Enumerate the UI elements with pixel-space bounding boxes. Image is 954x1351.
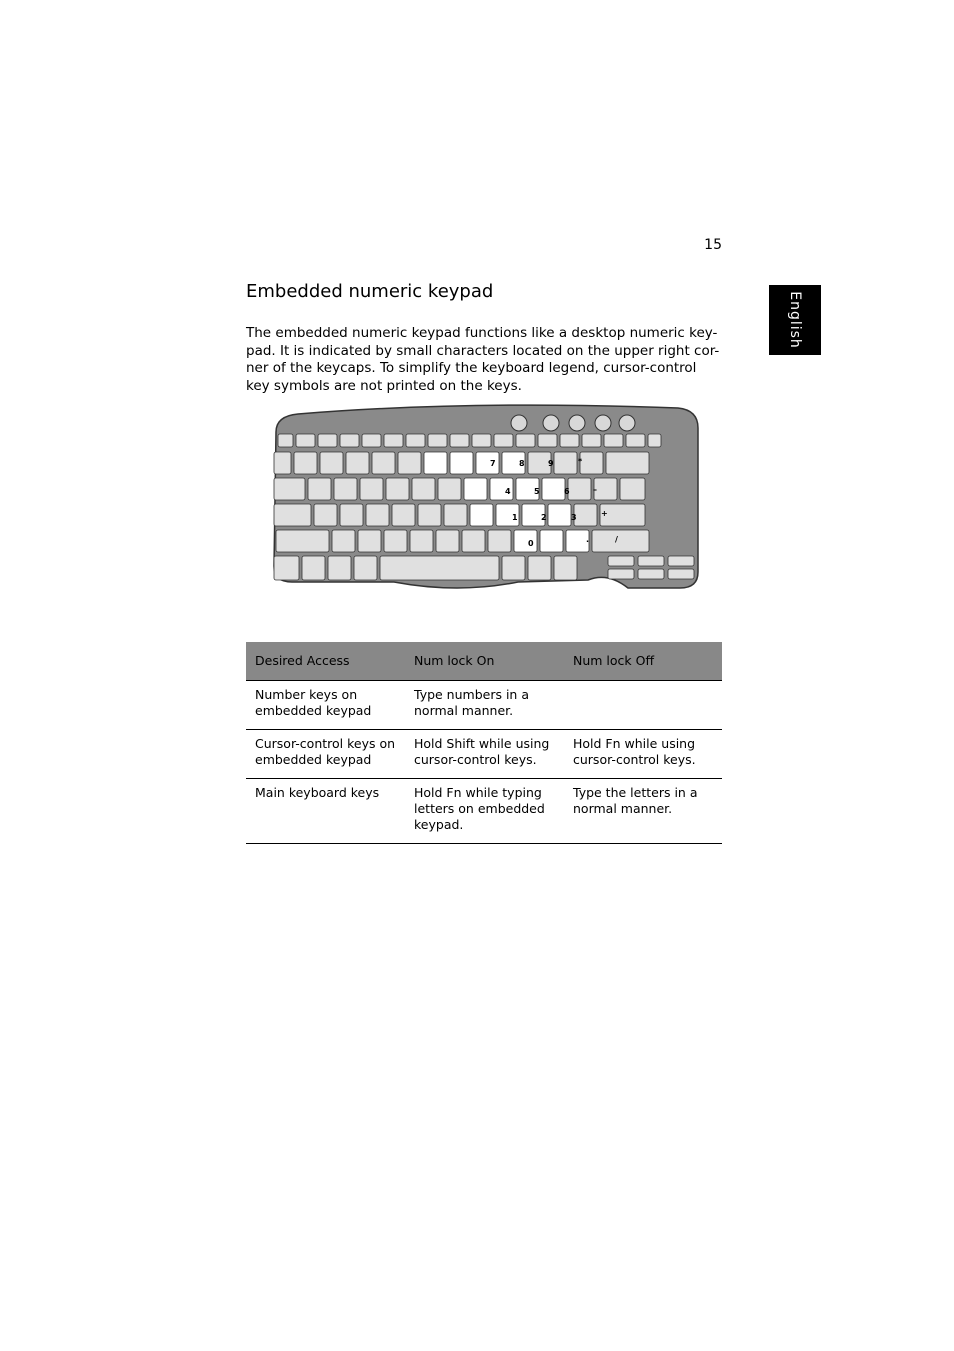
keypad-label: * — [578, 457, 583, 466]
keyboard-key — [582, 434, 601, 447]
keypad-label: 0 — [528, 539, 534, 548]
launch-button — [619, 415, 635, 431]
keyboard-key — [366, 504, 389, 526]
language-tab — [769, 285, 821, 355]
keyboard-key — [538, 434, 557, 447]
header-num-lock-off: Num lock Off — [564, 642, 722, 681]
keyboard-key — [560, 434, 579, 447]
keyboard-key — [346, 452, 369, 474]
language-tab-label: English — [787, 291, 803, 349]
launch-button — [569, 415, 585, 431]
keyboard-key — [274, 478, 305, 500]
keyboard-key — [320, 452, 343, 474]
keyboard-key — [450, 452, 473, 474]
keyboard-key — [554, 556, 577, 580]
cell-num-lock-on: Type numbers in a normal manner. — [405, 681, 564, 730]
keyboard-key — [362, 434, 381, 447]
keyboard-key — [568, 478, 591, 500]
cell-num-lock-on: Hold Shift while using cursor-control keys. — [405, 730, 564, 779]
table-row — [246, 681, 722, 730]
cell-num-lock-on: Hold Fn while typing letters on embedded keypad. — [405, 779, 564, 844]
keyboard-key — [274, 504, 311, 526]
keyboard-key — [296, 434, 315, 447]
launch-button — [511, 415, 527, 431]
keyboard-key — [528, 556, 551, 580]
keyboard-key — [274, 452, 291, 474]
keyboard-key — [638, 569, 664, 579]
keyboard-key — [608, 569, 634, 579]
keyboard-key — [542, 478, 565, 500]
keyboard-key — [318, 434, 337, 447]
keyboard-illustration — [268, 402, 700, 594]
cell-access: Cursor-control keys on embedded keypad — [246, 730, 405, 779]
keyboard-key — [340, 434, 359, 447]
keyboard-key — [594, 478, 617, 500]
keyboard-key — [540, 530, 563, 552]
keyboard-key — [438, 478, 461, 500]
keypad-label: 9 — [548, 459, 554, 468]
launch-button — [595, 415, 611, 431]
keypad-label: / — [615, 535, 618, 544]
table-row — [246, 779, 722, 844]
cell-num-lock-off: Type the letters in a normal manner. — [564, 779, 722, 844]
keyboard-key — [278, 434, 293, 447]
keyboard-key — [340, 504, 363, 526]
keyboard-key — [424, 452, 447, 474]
keypad-label: 8 — [519, 459, 525, 468]
access-table — [246, 642, 722, 844]
keyboard-key — [332, 530, 355, 552]
keyboard-key — [314, 504, 337, 526]
keyboard-key — [358, 530, 381, 552]
keyboard-key — [384, 530, 407, 552]
keypad-label: 3 — [571, 513, 577, 522]
keyboard-key — [488, 530, 511, 552]
keyboard-key — [554, 452, 577, 474]
keyboard-key — [464, 478, 487, 500]
keyboard-key — [276, 530, 329, 552]
keyboard-key — [294, 452, 317, 474]
keypad-label: 4 — [505, 487, 511, 496]
keyboard-key — [418, 504, 441, 526]
keyboard-key — [302, 556, 325, 580]
keyboard-key — [328, 556, 351, 580]
keyboard-key — [450, 434, 469, 447]
cell-access: Main keyboard keys — [246, 779, 405, 844]
keyboard-key — [494, 434, 513, 447]
keyboard-key — [606, 452, 649, 474]
keyboard-key — [668, 556, 694, 566]
keyboard-key — [406, 434, 425, 447]
keyboard-key — [334, 478, 357, 500]
keyboard-key — [472, 434, 491, 447]
keypad-label: 1 — [512, 513, 518, 522]
keyboard-key — [386, 478, 409, 500]
keyboard-key — [470, 504, 493, 526]
keyboard-key — [398, 452, 421, 474]
page-number: 15 — [704, 237, 722, 253]
keyboard-key — [548, 504, 571, 526]
cell-access: Number keys on embedded keypad — [246, 681, 405, 730]
keypad-label: + — [601, 509, 608, 518]
table-header-row — [246, 642, 722, 681]
keyboard-key — [620, 478, 645, 500]
launch-button — [543, 415, 559, 431]
keyboard-key — [516, 434, 535, 447]
keyboard-key — [392, 504, 415, 526]
keyboard-key — [360, 478, 383, 500]
keyboard-key — [462, 530, 485, 552]
keypad-label: . — [586, 535, 590, 544]
keyboard-key — [274, 556, 299, 580]
keyboard-key — [626, 434, 645, 447]
keyboard-key — [436, 530, 459, 552]
keyboard-key — [592, 530, 649, 552]
keyboard-key — [384, 434, 403, 447]
section-paragraph: The embedded numeric keypad functions like a desktop numeric key-pad. It is indicated by small characters located on the upper right cor-ner of the keycaps. To simplify the keyboard legend, cursor-control key symbols are not printed on the keys. — [246, 325, 720, 395]
keyboard-key — [580, 452, 603, 474]
keyboard-key — [574, 504, 597, 526]
keyboard-key — [638, 556, 664, 566]
cell-num-lock-off: Hold Fn while using cursor-control keys. — [564, 730, 722, 779]
cell-num-lock-off — [564, 681, 722, 730]
section-heading: Embedded numeric keypad — [246, 281, 494, 302]
keypad-label: 7 — [490, 459, 496, 468]
keyboard-key — [380, 556, 499, 580]
keypad-label: 2 — [541, 513, 547, 522]
keyboard-key — [410, 530, 433, 552]
keyboard-key — [412, 478, 435, 500]
keyboard-key — [648, 434, 661, 447]
keyboard-key — [502, 556, 525, 580]
keyboard-key — [308, 478, 331, 500]
header-num-lock-on: Num lock On — [405, 642, 564, 681]
keyboard-key — [428, 434, 447, 447]
keyboard-key — [372, 452, 395, 474]
keypad-label: 6 — [564, 487, 570, 496]
table-row — [246, 730, 722, 779]
keyboard-key — [444, 504, 467, 526]
keyboard-key — [608, 556, 634, 566]
keyboard-key — [604, 434, 623, 447]
keyboard-key — [668, 569, 694, 579]
keypad-label: – — [593, 485, 597, 494]
keypad-label: 5 — [534, 487, 540, 496]
header-desired-access: Desired Access — [246, 642, 405, 681]
keyboard-key — [354, 556, 377, 580]
